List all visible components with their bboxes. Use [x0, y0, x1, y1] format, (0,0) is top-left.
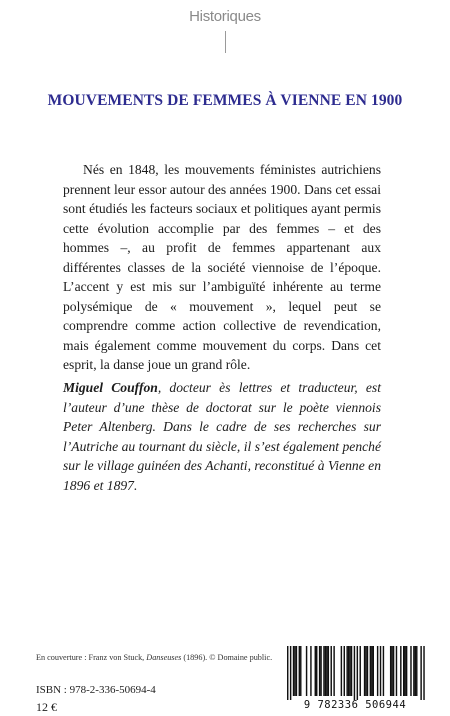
- barcode-bar: [391, 646, 392, 696]
- barcode-bar: [306, 646, 307, 696]
- barcode-bar: [325, 646, 326, 696]
- barcode-bar: [346, 646, 347, 696]
- series-label: Historiques: [189, 8, 261, 25]
- barcode-bar: [393, 646, 394, 696]
- barcode-bar: [351, 646, 352, 696]
- barcode-bar: [383, 646, 384, 696]
- barcode-bar: [396, 646, 397, 696]
- barcode-bar: [413, 646, 414, 696]
- isbn-label: ISBN : 978-2-336-50694-4: [36, 684, 156, 696]
- barcode-bar: [404, 646, 405, 696]
- barcode-bar: [319, 646, 320, 696]
- barcode-bar: [331, 646, 332, 696]
- price-label: 12 €: [36, 700, 57, 714]
- barcode-bar: [364, 646, 365, 696]
- barcode-bar: [333, 646, 334, 696]
- credit-suffix: (1896). © Domaine public.: [181, 653, 273, 662]
- barcode-bar: [403, 646, 404, 696]
- cover-credit: [36, 653, 272, 662]
- barcode-bar: [354, 646, 355, 700]
- barcode-bar: [400, 646, 401, 696]
- barcode-digits: 9 782336 506944: [303, 699, 407, 711]
- barcode-bar: [341, 646, 342, 696]
- barcode-bar: [357, 646, 358, 700]
- barcode-bar: [300, 646, 301, 696]
- book-title: MOUVEMENTS DE FEMMES À VIENNE EN 1900: [47, 92, 403, 109]
- barcode-bar: [371, 646, 372, 696]
- barcode-bar: [420, 646, 421, 700]
- barcode-bar: [423, 646, 424, 700]
- barcode: [275, 642, 435, 716]
- barcode-bar: [406, 646, 407, 696]
- author-name: Miguel Couffon: [63, 380, 158, 395]
- barcode-bar: [290, 646, 291, 700]
- barcode-bar: [320, 646, 321, 696]
- barcode-bar: [293, 646, 294, 696]
- barcode-bar: [349, 646, 350, 696]
- barcode-bar: [367, 646, 368, 696]
- barcode-bar: [294, 646, 295, 696]
- barcode-bar: [323, 646, 324, 696]
- author-bio-text: , docteur ès lettres et traducteur, est l’auteur d’une thèse de doctorat sur le poète viennois Peter Altenberg. Dans le cadre de ses recherches sur l’Autriche au tournant du siècle, il s’est également penché sur le village guinéen des Achanti, reconstitué à Vienne en 1896 et 1897.: [63, 380, 381, 493]
- barcode-bar: [380, 646, 381, 696]
- barcode-bar: [416, 646, 417, 696]
- barcode-bar: [344, 646, 345, 696]
- barcode-bar: [315, 646, 316, 696]
- barcode-bar: [310, 646, 311, 696]
- barcode-bar: [390, 646, 391, 696]
- credit-work-title: Danseuses: [146, 653, 182, 662]
- barcode-bar: [348, 646, 349, 696]
- barcode-bar: [360, 646, 361, 696]
- barcode-bar: [410, 646, 411, 696]
- barcode-bar: [373, 646, 374, 696]
- barcode-bar: [370, 646, 371, 696]
- series-header: [0, 8, 450, 26]
- ean13-barcode-icon: [275, 642, 435, 700]
- series-divider-line: [225, 31, 226, 53]
- book-summary: Nés en 1848, les mouvements féministes autrichiens prennent leur essor autour des années 1900. Dans cet essai sont étudiés les facteurs sociaux et politiques ayant permis cette évolution accomplie par des femmes – et des hommes –, au profit de femmes appartenant aux différentes classes de la société viennoise de l’époque. L’accent y est mis sur l’ambiguïté inhérente au terme polysémique de « mouvement », lequel peut se comprendre comme action collective de revendication, mais également comme mouvement du corps. Dans cet esprit, la danse joue un grand rôle.: [63, 162, 381, 372]
- barcode-bar: [328, 646, 329, 696]
- barcode-bar: [365, 646, 366, 696]
- credit-prefix: En couverture : Franz von Stuck,: [36, 653, 147, 662]
- barcode-bar: [415, 646, 416, 696]
- barcode-bar: [299, 646, 300, 696]
- author-bio: [63, 378, 381, 495]
- barcode-bar: [377, 646, 378, 696]
- barcode-bar: [287, 646, 288, 700]
- barcode-bar: [296, 646, 297, 696]
- barcode-bar: [316, 646, 317, 696]
- barcode-bar: [326, 646, 327, 696]
